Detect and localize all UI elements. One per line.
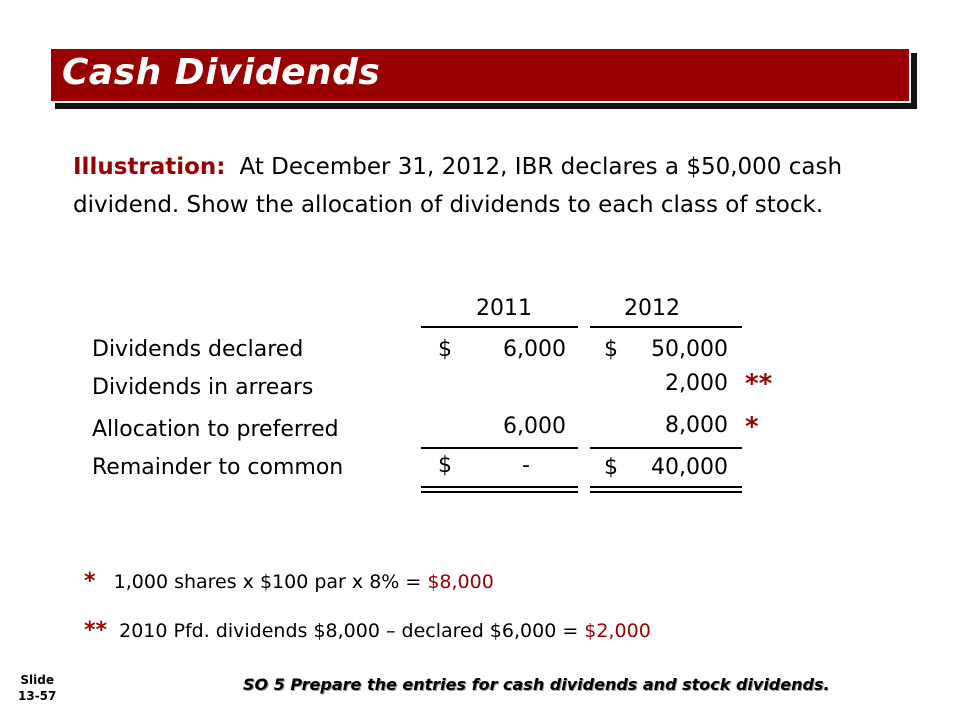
footnote-single-asterisk xyxy=(84,569,494,594)
header-underline-2011 xyxy=(421,326,578,328)
footnote-marker: ** xyxy=(84,618,108,643)
footnote-result: $2,000 xyxy=(584,620,651,642)
cell-2011-value: - xyxy=(522,453,530,478)
slide-label: Slide xyxy=(20,673,54,687)
subtotal-line-2012 xyxy=(590,447,742,449)
asterisk-marker: * xyxy=(745,412,759,442)
header-underline-2012 xyxy=(590,326,742,328)
page-title: Cash Dividends xyxy=(62,52,381,93)
cell-2012-value: 2,000 xyxy=(665,371,728,396)
intro-paragraph xyxy=(73,148,923,224)
total-double-line-2011-b xyxy=(421,491,578,493)
footnote-double-asterisk xyxy=(84,618,651,643)
cell-2012-symbol: $ xyxy=(604,337,618,362)
cell-2012-symbol: $ xyxy=(604,455,618,480)
row-label-dividends-declared: Dividends declared xyxy=(92,337,304,362)
study-objective: SO 5 Prepare the entries for cash dividends and stock dividends. xyxy=(243,675,830,694)
total-double-line-2011-a xyxy=(421,486,578,488)
intro-text: At December 31, 2012, IBR declares a $50,000 cash dividend. Show the allocation of dividends to each class of stock. xyxy=(73,154,843,218)
cell-2011-symbol: $ xyxy=(438,453,452,478)
cell-2011-value: 6,000 xyxy=(503,337,566,362)
row-label-allocation-to-preferred: Allocation to preferred xyxy=(92,417,339,442)
double-asterisk-marker: ** xyxy=(745,369,773,399)
cell-2012-value: 40,000 xyxy=(651,455,728,480)
footnote-text: 2010 Pfd. dividends $8,000 – declared $6,000 = xyxy=(119,620,585,642)
cell-2011-symbol: $ xyxy=(438,337,452,362)
cell-2011-value: 6,000 xyxy=(503,414,566,439)
cell-2012-value: 8,000 xyxy=(665,413,728,438)
row-label-remainder-to-common: Remainder to common xyxy=(92,455,344,480)
intro-label: Illustration: xyxy=(73,154,226,180)
footnote-result: $8,000 xyxy=(427,571,494,593)
footnote-text: 1,000 shares x $100 par x 8% = xyxy=(113,571,428,593)
subtotal-line-2011 xyxy=(421,447,578,449)
col-header-2012: 2012 xyxy=(624,296,680,321)
col-header-2011: 2011 xyxy=(476,296,532,321)
slide-number-value: 13-57 xyxy=(18,689,57,703)
total-double-line-2012-a xyxy=(590,486,742,488)
slide-number xyxy=(18,672,56,704)
row-label-dividends-in-arrears: Dividends in arrears xyxy=(92,375,314,400)
total-double-line-2012-b xyxy=(590,491,742,493)
cell-2012-value: 50,000 xyxy=(651,337,728,362)
footnote-marker: * xyxy=(84,569,96,594)
